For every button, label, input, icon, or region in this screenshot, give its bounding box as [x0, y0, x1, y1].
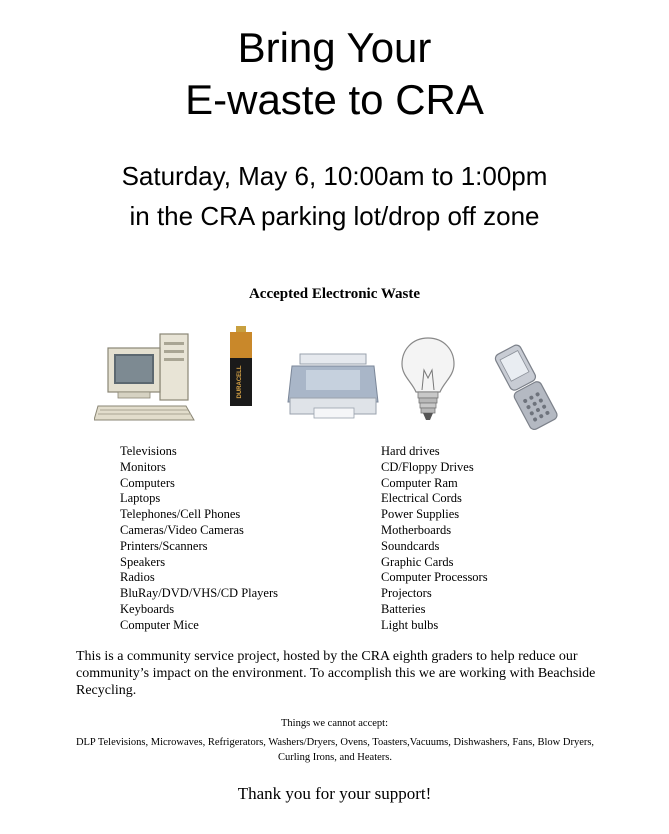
accepted-list-left [120, 444, 278, 634]
list-item: BluRay/DVD/VHS/CD Players [120, 586, 278, 601]
list-item: Power Supplies [381, 507, 460, 522]
printer-icon [286, 350, 382, 422]
list-item: Radios [120, 570, 155, 585]
list-item: Televisions [120, 444, 177, 458]
list-item: Monitors [120, 459, 166, 474]
thank-you-message: Thank you for your support! [237, 784, 432, 803]
list-item: Computers [120, 475, 175, 490]
accepted-heading: Accepted Electronic Waste [248, 286, 421, 302]
desktop-computer-icon [94, 330, 200, 426]
list-item: CD/Floppy Drives [381, 459, 474, 474]
event-location: in the CRA parking lot/drop off zone [129, 201, 540, 231]
list-item: Telephones/Cell Phones [120, 507, 241, 522]
cell-phone-icon [478, 344, 570, 432]
list-item: Speakers [120, 554, 166, 569]
flyer-title [0, 22, 669, 126]
battery-icon [226, 324, 256, 408]
list-item: Light bulbs [381, 617, 439, 632]
list-item: Motherboards [381, 522, 452, 537]
event-date-time: Saturday, May 6, 10:00am to 1:00pm [121, 161, 548, 191]
list-item: Batteries [381, 601, 426, 616]
title-line-2: E-waste to CRA [185, 76, 484, 123]
list-item: Computer Ram [381, 475, 458, 490]
list-item: Keyboards [120, 601, 175, 616]
event-details [0, 156, 669, 236]
list-item: Electrical Cords [381, 491, 462, 506]
title-line-1: Bring Your [237, 24, 432, 71]
battery-brand-text: DURACELL [237, 365, 243, 399]
not-accepted-items: DLP Televisions, Microwaves, Refrigerators, Washers/Dryers, Ovens, Toasters,Vacuums, Dishwashers, Fans, Blow Dryers, Curling Irons, and Heaters. [75, 737, 595, 763]
light-bulb-icon [396, 334, 460, 430]
accepted-list-right [381, 444, 488, 634]
project-description: This is a community service project, hosted by the CRA eighth graders to help reduce our community’s impact on the environment. To accomplish this we are working with Beachside Recycling. [76, 649, 596, 698]
list-item: Printers/Scanners [120, 538, 208, 553]
not-accepted-heading: Things we cannot accept: [281, 718, 388, 729]
list-item: Computer Processors [381, 570, 488, 585]
list-item: Computer Mice [120, 617, 199, 632]
list-item: Soundcards [381, 538, 440, 553]
list-item: Hard drives [381, 444, 440, 458]
list-item: Graphic Cards [381, 554, 454, 569]
list-item: Cameras/Video Cameras [120, 522, 244, 537]
list-item: Laptops [120, 491, 161, 506]
ewaste-images [0, 320, 669, 432]
list-item: Projectors [381, 586, 432, 601]
